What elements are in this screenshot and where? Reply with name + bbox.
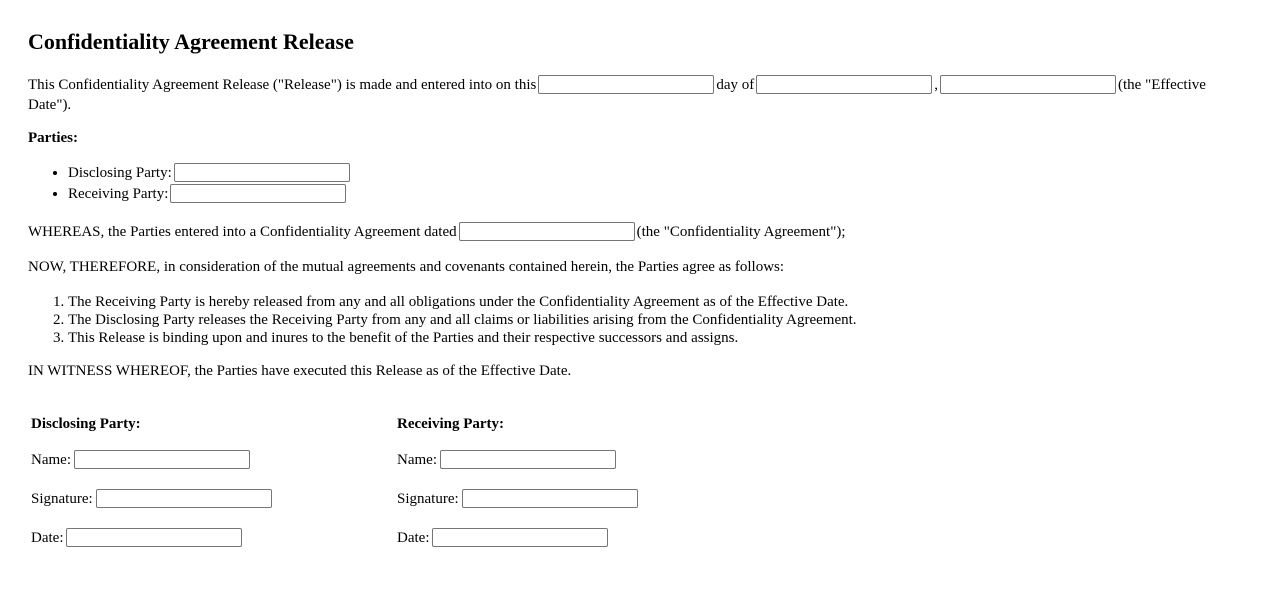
intro-text-day-of: day of (716, 77, 755, 93)
list-item-receiving-party (68, 184, 352, 205)
receiving-date-input[interactable] (432, 528, 608, 547)
list-item: 1. The Receiving Party is hereby released from any and all obligations under the Confidentiality Agreement as of the Effective Date. (68, 293, 857, 311)
receiving-name-input[interactable] (440, 450, 616, 469)
party-list (28, 163, 352, 205)
intro-comma: , (934, 77, 939, 93)
page-title: Confidentiality Agreement Release (28, 29, 354, 54)
disclosing-name-input[interactable] (74, 450, 250, 469)
disclosing-party-label: Disclosing Party: (68, 165, 172, 181)
effective-year-input[interactable] (940, 75, 1116, 94)
whereas-paragraph (28, 222, 846, 241)
intro-text-end: (the "Effective Date"). (28, 77, 1206, 113)
receiving-signature-block (397, 414, 737, 546)
list-item-disclosing-party (68, 163, 352, 184)
disclosing-name-label: Name: (31, 452, 71, 468)
witness-paragraph: IN WITNESS WHEREOF, the Parties have executed this Release as of the Effective Date. (28, 363, 572, 379)
disclosing-name-row (31, 450, 252, 470)
disclosing-signature-row (31, 489, 274, 509)
terms-list (28, 293, 857, 347)
effective-month-input[interactable] (756, 75, 932, 94)
intro-paragraph (28, 75, 1218, 115)
list-item: 3. This Release is binding upon and inures to the benefit of the Parties and their respective successors and assigns. (68, 329, 857, 347)
list-item: 2. The Disclosing Party releases the Receiving Party from any and all claims or liabilities arising from the Confidentiality Agreement. (68, 311, 857, 329)
disclosing-party-input[interactable] (174, 163, 350, 182)
agreement-date-input[interactable] (459, 222, 635, 241)
now-therefore-paragraph: NOW, THEREFORE, in consideration of the mutual agreements and covenants contained herein, the Parties agree as follows: (28, 259, 785, 275)
disclosing-signature-block (31, 414, 371, 546)
receiving-signature-row (397, 489, 640, 509)
receiving-signature-label: Signature: (397, 491, 459, 507)
intro-text-start: This Confidentiality Agreement Release ("Release") is made and entered into on this (28, 77, 537, 93)
whereas-text-start: WHEREAS, the Parties entered into a Confidentiality Agreement dated (28, 224, 457, 240)
effective-day-input[interactable] (538, 75, 714, 94)
disclosing-date-label: Date: (31, 530, 64, 546)
receiving-name-row (397, 450, 618, 470)
disclosing-signature-input[interactable] (96, 489, 272, 508)
disclosing-signature-label: Signature: (31, 491, 93, 507)
whereas-text-end: (the "Confidentiality Agreement"); (636, 224, 846, 240)
receiving-signature-input[interactable] (462, 489, 638, 508)
receiving-party-input[interactable] (170, 184, 346, 203)
disclosing-date-input[interactable] (66, 528, 242, 547)
receiving-party-label: Receiving Party: (68, 186, 169, 202)
receiving-name-label: Name: (397, 452, 437, 468)
disclosing-date-row (31, 528, 244, 548)
disclosing-signature-heading: Disclosing Party: (31, 416, 141, 432)
parties-heading: Parties: (28, 130, 78, 146)
receiving-date-label: Date: (397, 530, 430, 546)
receiving-signature-heading: Receiving Party: (397, 416, 505, 432)
receiving-date-row (397, 528, 610, 548)
